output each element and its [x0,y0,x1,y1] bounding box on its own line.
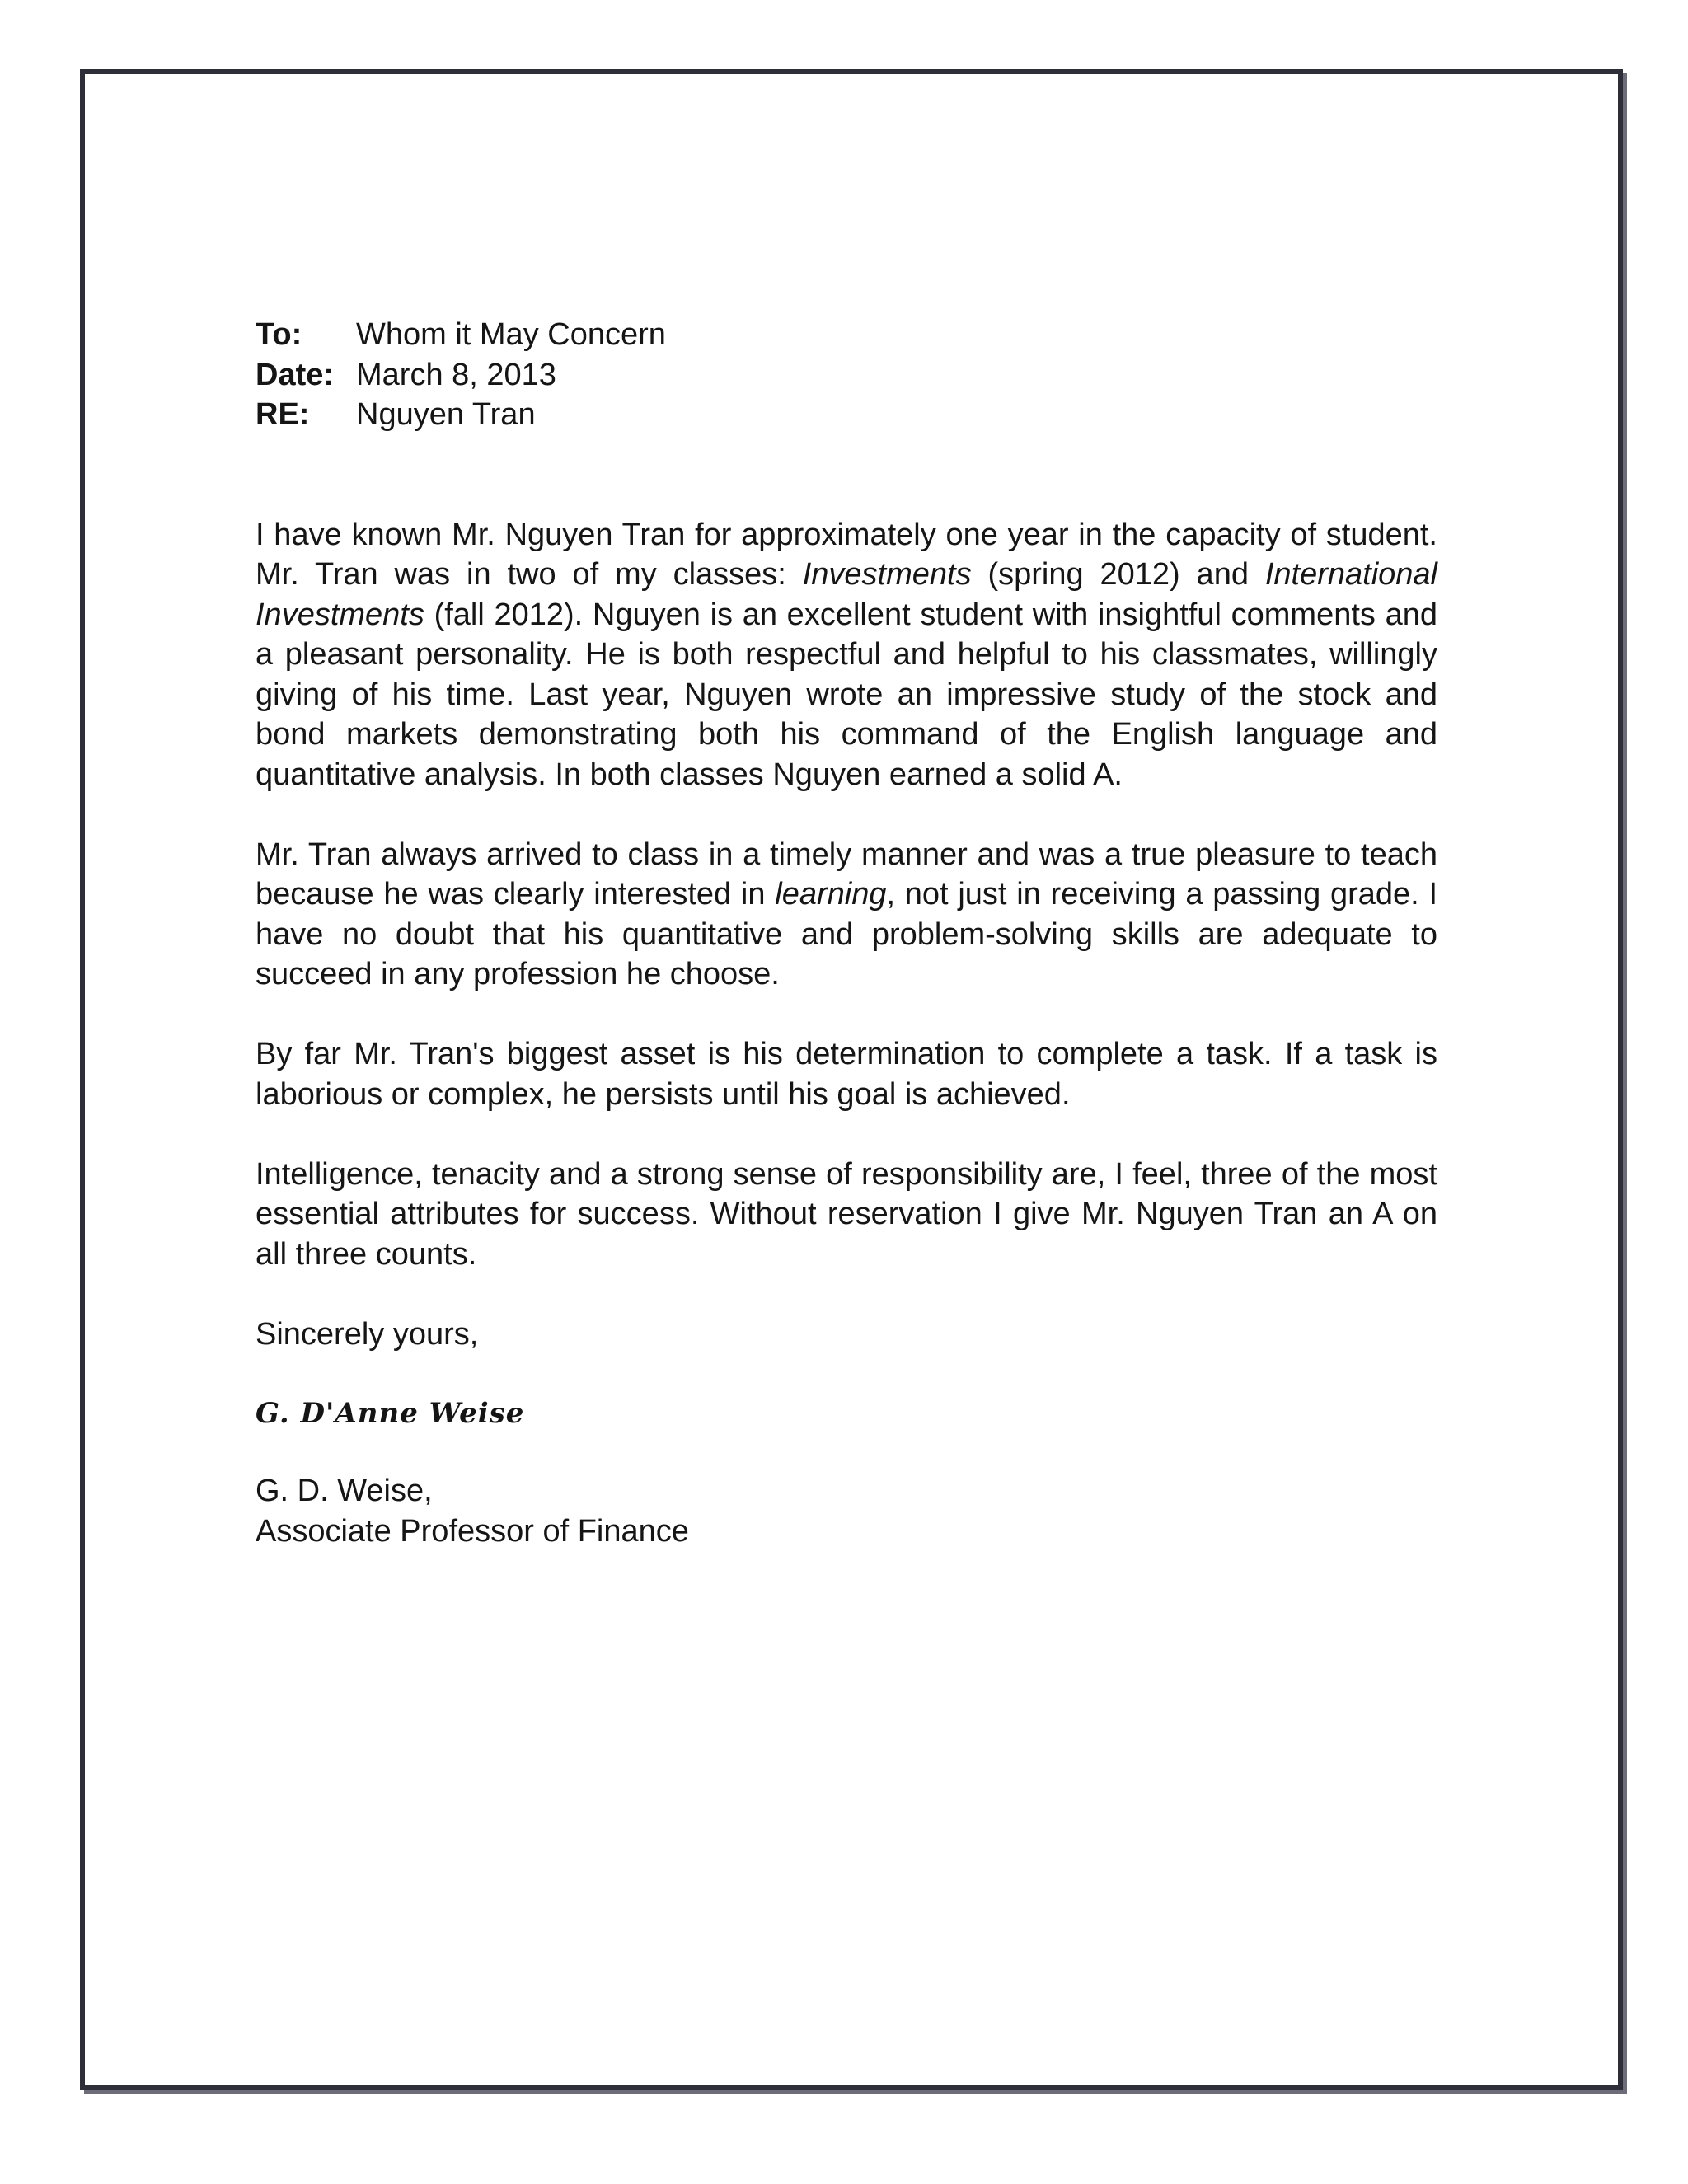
date-value: March 8, 2013 [356,357,556,392]
paragraph-2 [256,835,1437,995]
header-re-row [256,395,1437,435]
to-label: To: [256,317,302,352]
paragraph-4: Intelligence, tenacity and a strong sense of responsibility are, I feel, three of the most essential attributes for success. Without reservation I give Mr. Nguyen Tran an A on all three counts. [256,1156,1437,1272]
paragraph-2-part-a: Mr. Tran always arrived to class in a timely manner and was a true pleasure to teach because he was clearly interested in [256,837,1437,912]
re-value: Nguyen Tran [356,397,536,432]
closing: Sincerely yours, [256,1316,479,1352]
paragraph-2-part-b: , not just in receiving a passing grade. I have no doubt that his quantitative and problem-solving skills are adequate to succeed in any profession he choose. [256,877,1438,991]
emphasis-learning: learning [775,877,887,912]
handwritten-signature: G. D'Anne Weise [256,1397,525,1430]
letter-header [256,315,1437,435]
course-international-investments: International Investments [256,557,1437,632]
date-label: Date: [256,357,335,392]
paragraph-1-part-c: (fall 2012). Nguyen is an excellent student with insightful comments and a pleasant personality. He is both respectful and helpful to his classmates, willingly giving of his time. Last year, Nguyen wrote an impressive study of the stock and bond markets demonstrating both his command of the English language and quantitative analysis. In both classes Nguyen earned a solid A. [256,597,1437,792]
paragraph-3: By far Mr. Tran's biggest asset is his determination to complete a task. If a task is laborious or complex, he persists until his goal is achieved. [256,1037,1437,1112]
header-to-row [256,315,1437,355]
re-label: RE: [256,397,310,432]
signer-name: G. D. Weise, [256,1474,433,1508]
signer-title: Associate Professor of Finance [256,1513,689,1549]
letter-body [256,315,1437,1551]
paragraph-1-part-b: (spring 2012) and [971,557,1265,592]
paragraph-1-part-a: I have known Mr. Nguyen Tran for approximately one year in the capacity of student. Mr. Tran was in two of my classes: [256,517,1437,592]
course-investments: Investments [802,557,972,592]
header-date-row [256,355,1437,396]
paragraph-1 [256,515,1437,795]
to-value: Whom it May Concern [356,317,666,352]
